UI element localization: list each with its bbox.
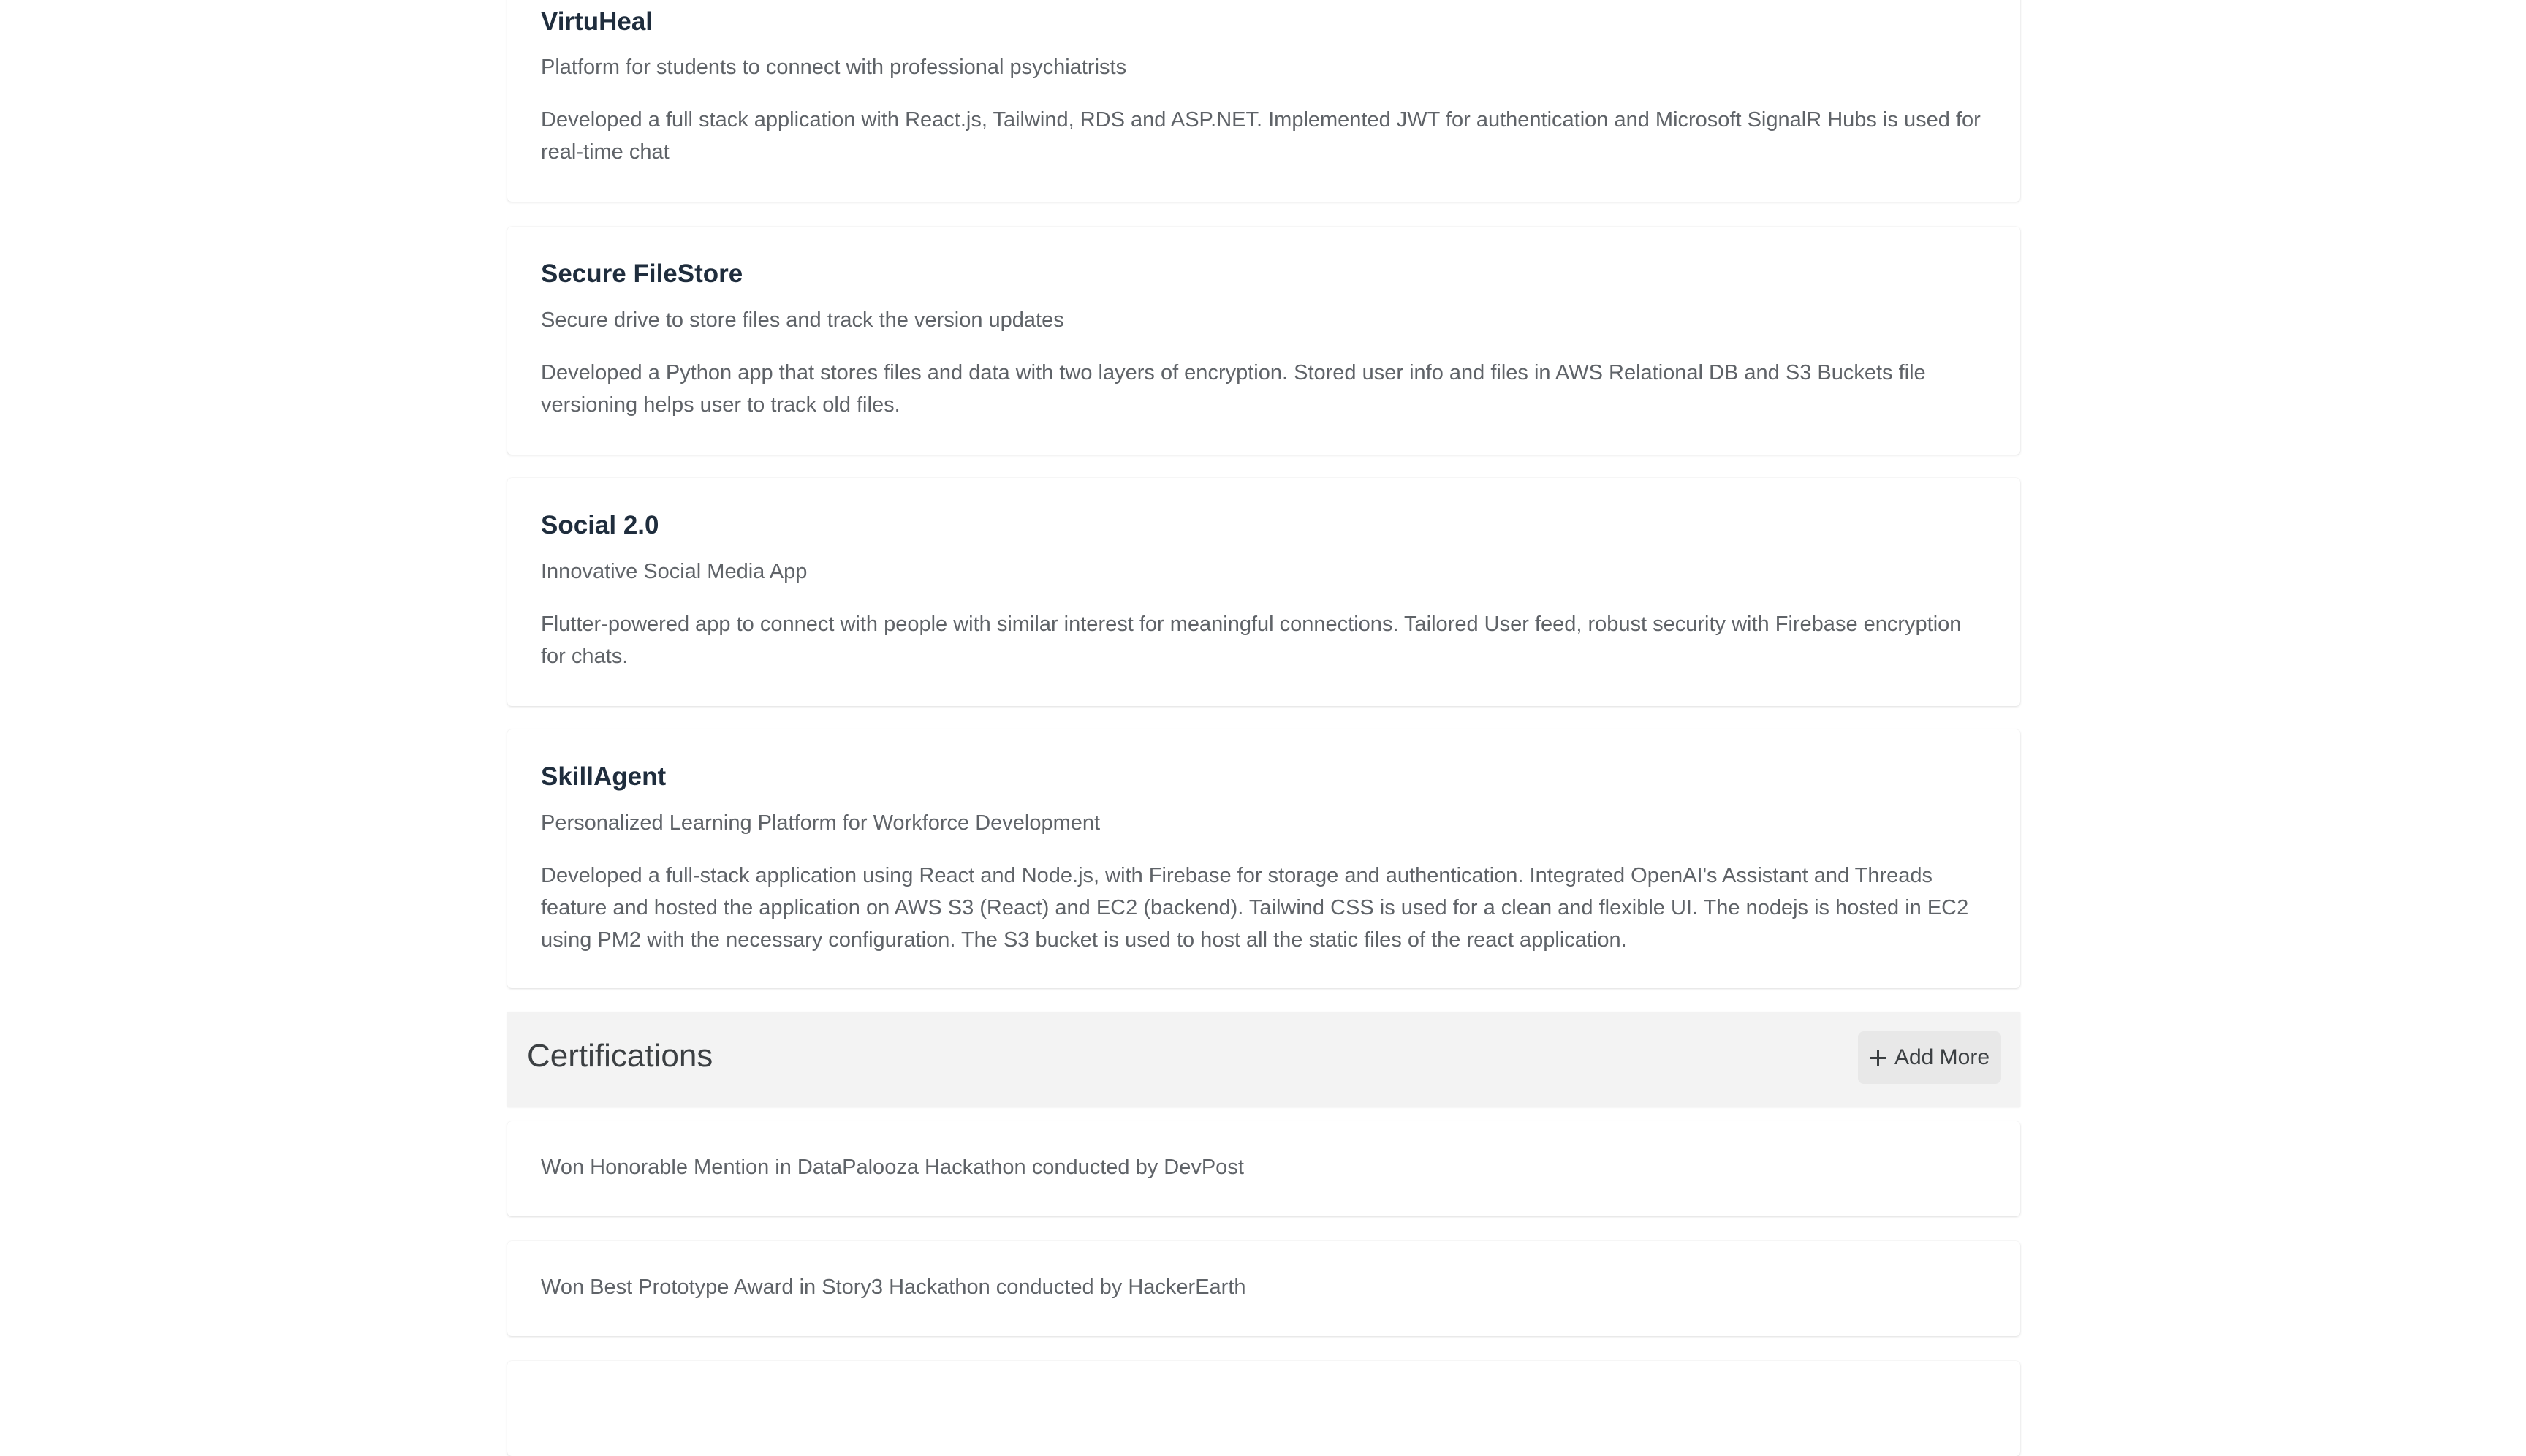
certifications-header bbox=[507, 1012, 2020, 1107]
project-description: Developed a Python app that stores files and data with two layers of encryption. Stored user info and files in AWS Relational DB and S3 Buckets file versioning helps user to track old files. bbox=[541, 361, 1926, 417]
project-description: Flutter-powered app to connect with people with similar interest for meaningful connections. Tailored User feed, robust security with Firebase encryption for chats. bbox=[541, 613, 1962, 668]
project-card bbox=[507, 478, 2020, 706]
section-title: Certifications bbox=[527, 1038, 713, 1074]
add-more-label: Add More bbox=[1894, 1045, 1990, 1069]
certification-card bbox=[507, 1121, 2020, 1216]
project-title: Secure FileStore bbox=[541, 259, 743, 288]
project-card bbox=[507, 227, 2020, 455]
project-title: VirtuHeal bbox=[541, 7, 653, 36]
project-title: SkillAgent bbox=[541, 762, 667, 791]
project-description: Developed a full stack application with React.js, Tailwind, RDS and ASP.NET. Implemented JWT for authentication and Microsoft SignalR Hubs is used for real-time chat bbox=[541, 108, 1981, 164]
project-subtitle: Platform for students to connect with professional psychiatrists bbox=[541, 56, 1127, 79]
certification-card bbox=[507, 1241, 2020, 1336]
project-subtitle: Personalized Learning Platform for Workforce Development bbox=[541, 811, 1101, 835]
certification-card bbox=[507, 1361, 2020, 1456]
project-description: Developed a full-stack application using React and Node.js, with Firebase for storage and authentication. Integrated OpenAI's Assistant and Threads feature and hosted the application on AWS S3 (React) and EC2 (backend). Tailwind CSS is used for a clean and flexible UI. The nodejs is hosted in EC2 using PM2 with the necessary configuration. The S3 bucket is used to host all the static files of the react application. bbox=[541, 864, 1969, 952]
plus-icon bbox=[1870, 1050, 1886, 1066]
certification-text: Won Best Prototype Award in Story3 Hackathon conducted by HackerEarth bbox=[541, 1275, 1246, 1299]
add-more-button[interactable] bbox=[1858, 1031, 2001, 1084]
project-subtitle: Innovative Social Media App bbox=[541, 560, 808, 583]
certification-text: Won Honorable Mention in DataPalooza Hackathon conducted by DevPost bbox=[541, 1156, 1244, 1179]
project-card bbox=[507, 0, 2020, 202]
project-card bbox=[507, 729, 2020, 988]
project-title: Social 2.0 bbox=[541, 511, 659, 539]
project-subtitle: Secure drive to store files and track the version updates bbox=[541, 308, 1064, 332]
